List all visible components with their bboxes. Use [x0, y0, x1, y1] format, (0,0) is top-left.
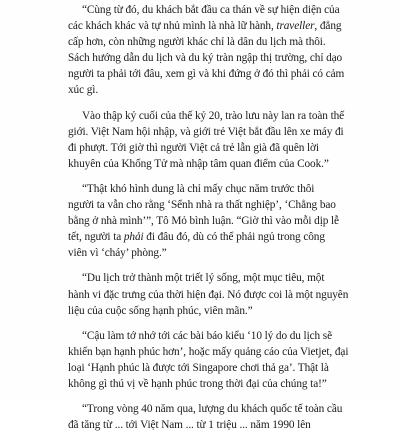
text-column [68, 2, 364, 442]
text-run: bằng ở nhà mình’”, Tô Mỏ bình luận. “Giờ thì vào mỗi dịp lễ [68, 215, 339, 228]
text-run: “Thật khó hình dung là chỉ mấy chục năm trước thôi [82, 182, 315, 195]
text-run: đã tăng từ ... tới Việt Nam ... từ 1 triệu ... năm 1990 lên [68, 419, 311, 432]
text-line [68, 360, 364, 376]
text-run: tết, người ta [68, 231, 124, 244]
text-run: các khách khác và tự nhủ mình là nhà lữ hành, [68, 20, 277, 33]
text-line [68, 82, 364, 98]
text-run: người ta phải tới đâu, xem gì và khi đứng ở đó thì phải có cảm [68, 68, 345, 81]
paragraph [68, 108, 364, 172]
text-run: loại ‘Hạnh phúc là được tới Singapore chơi thả ga’. Thật là [68, 361, 329, 374]
text-line [68, 66, 364, 82]
text-line [68, 108, 364, 124]
text-line [68, 18, 364, 34]
text-line [68, 401, 364, 417]
text-run: không gì thú vị về hạnh phúc trong thời đại của chúng ta!” [68, 377, 327, 390]
text-line [68, 197, 364, 213]
text-line [68, 124, 364, 140]
text-run: “Trong vòng 40 năm qua, lượng du khách quốc tế toàn cầu [82, 403, 343, 416]
italic-run: traveller [276, 20, 315, 33]
text-line [68, 287, 364, 303]
text-run: “Du lịch trở thành một triết lý sống, một mục tiêu, một [82, 272, 325, 285]
text-line [68, 229, 364, 245]
text-run: “Cậu làm tớ nhớ tới các bài báo kiểu ‘10 lý do du lịch sẽ [82, 329, 333, 342]
text-run: liệu của cuộc sống hạnh phúc, viên mãn.” [68, 304, 253, 317]
text-run: Sách hướng dẫn du lịch và du ký tràn ngập thị trường, chỉ dạo [68, 52, 343, 65]
italic-run: phải [123, 231, 144, 244]
text-run: khiến bạn hạnh phúc hơn’, hoặc mấy quảng cáo của Vietjet, đại [68, 345, 349, 358]
text-line [68, 50, 364, 66]
paragraph [68, 2, 364, 99]
text-line [68, 156, 364, 172]
text-line [68, 213, 364, 229]
paragraph [68, 401, 364, 433]
text-run: đi đâu đó, dù có thể phải ngủ trong công [143, 231, 325, 244]
text-run: Vào thập kỷ cuối của thế kỷ 20, trào lưu này lan ra toàn thế [82, 109, 345, 122]
text-line [68, 245, 364, 261]
text-line [68, 140, 364, 156]
text-run: đi phượt. Tới giờ thì người Việt cả trẻ lẫn già đã quên lời [68, 141, 319, 154]
text-line [68, 376, 364, 392]
text-line [68, 270, 364, 286]
text-line [68, 328, 364, 344]
text-line [68, 303, 364, 319]
text-run: , đẳng [314, 20, 342, 33]
paragraph [68, 270, 364, 318]
text-line [68, 181, 364, 197]
text-line [68, 2, 364, 18]
text-run: “Cùng từ đó, du khách bắt đầu ca thán về sự hiện diện của [82, 4, 340, 16]
paragraph [68, 328, 364, 392]
text-run: khuyên của Khổng Tử mà nhập tâm quan điểm của Cook.” [68, 157, 329, 170]
text-line [68, 344, 364, 360]
text-line [68, 34, 364, 50]
text-run: xúc gì. [68, 84, 99, 97]
text-line [68, 417, 364, 433]
text-run: hành vi đặc trưng của thời hiện đại. Nó được coi là một nguyên [68, 288, 349, 301]
paragraph [68, 181, 364, 261]
text-run: viên vì ‘cháy’ phòng.” [68, 247, 167, 260]
text-run: giới. Việt Nam hội nhập, và giới trẻ Việt bắt đầu lên xe máy đi [68, 125, 344, 138]
text-run: người ta vẫn cho rằng ‘Sểnh nhà ra thất nghiệp’, ‘Chẳng bao [68, 199, 336, 212]
text-run: cấp hơn, còn những người khác chỉ là dân du lịch mà thôi. [68, 36, 326, 49]
